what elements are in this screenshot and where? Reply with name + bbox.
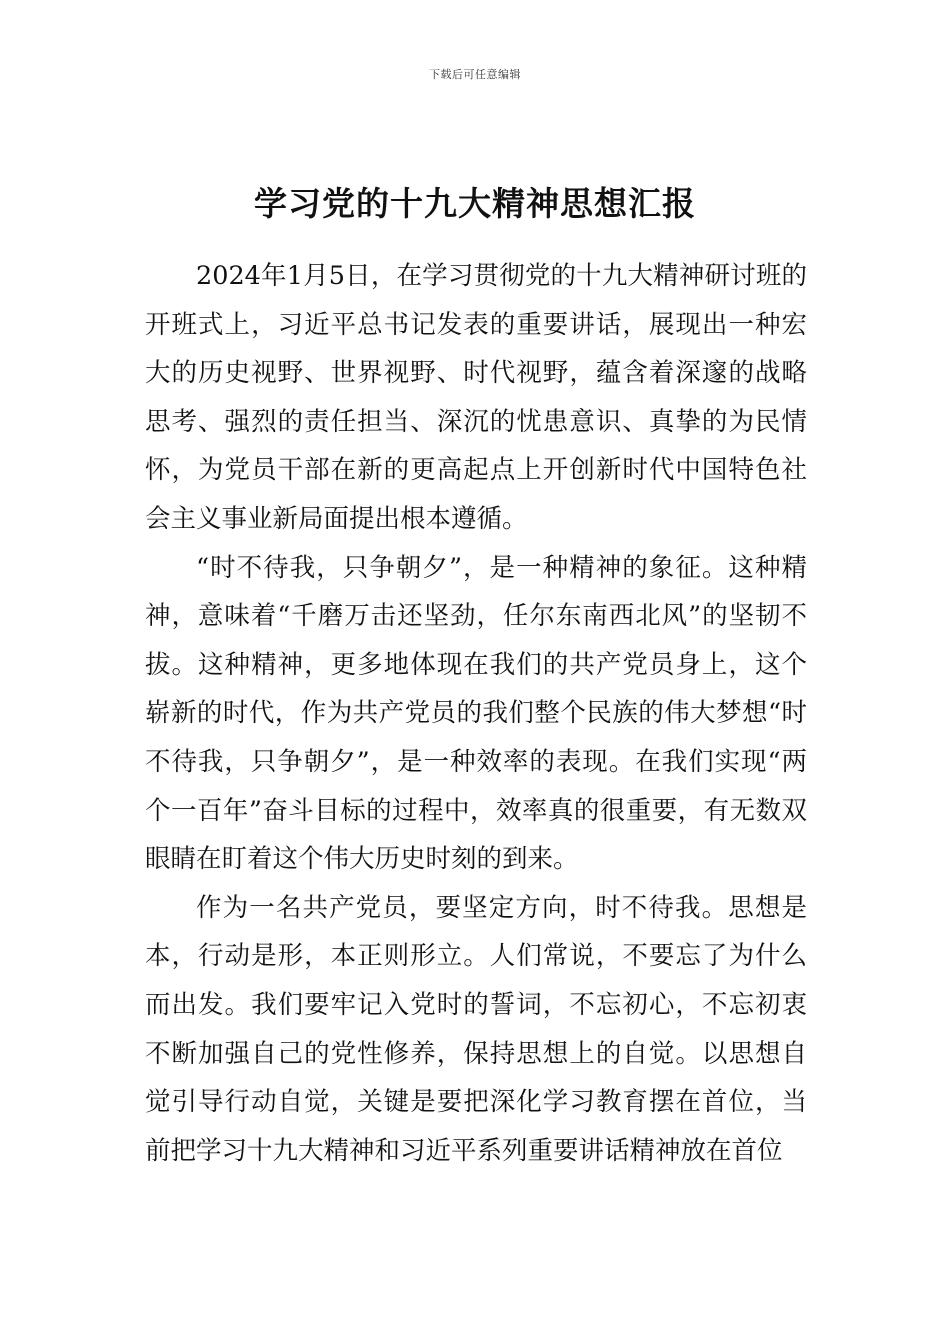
document-body <box>145 252 807 1175</box>
header-note: 下载后可任意编辑 <box>429 68 521 81</box>
paragraph: “时不待我，只争朝夕”，是一种精神的象征。这种精神，意味着“千磨万击还坚劲，任尔东南西北风”的坚韧不拔。这种精神，更多地体现在我们的共产党员身上，这个崭新的时代，作为共产党员的我们整个民族的伟大梦想“时不待我，只争朝夕”，是一种效率的表现。在我们实现“两个一百年”奋斗目标的过程中，效率真的很重要，有无数双眼睛在盯着这个伟大历史时刻的到来。 <box>145 552 807 875</box>
paragraph: 作为一名共产党员，要坚定方向，时不待我。思想是本，行动是形，本正则形立。人们常说，不要忘了为什么而出发。我们要牢记入党时的誓词，不忘初心，不忘初衷不断加强自己的党性修养，保持思想上的自觉。以思想自觉引导行动自觉，关键是要把深化学习教育摆在首位，当前把学习十九大精神和习近平系列重要讲话精神放在首位 <box>145 892 807 1166</box>
paragraph: 2024年1月5日，在学习贯彻党的十九大精神研讨班的开班式上，习近平总书记发表的重要讲话，展现出一种宏大的历史视野、世界视野、时代视野，蕴含着深邃的战略思考、强烈的责任担当、深沉的忧患意识、真挚的为民情怀，为党员干部在新的更高起点上开创新时代中国特色社会主义事业新局面提出根本遵循。 <box>145 261 807 534</box>
document-title: 学习党的十九大精神思想汇报 <box>254 184 696 223</box>
